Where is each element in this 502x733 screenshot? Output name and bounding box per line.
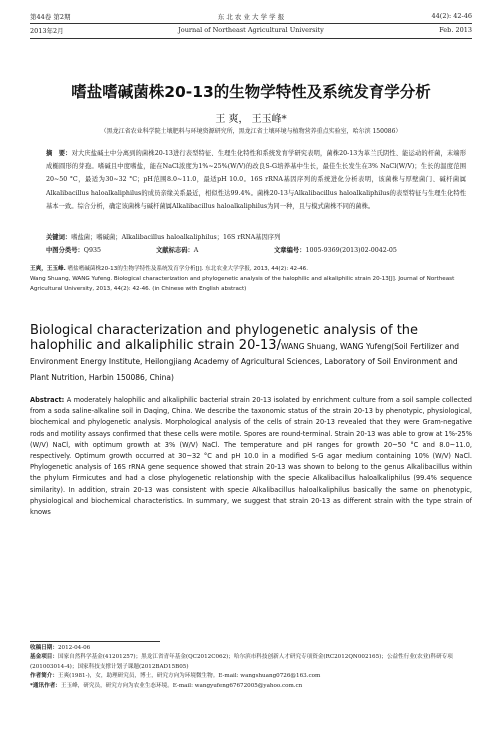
- citation-en: Wang Shuang, WANG Yufeng. Biological characterization and phylogenetic analysis of the halophilic and alkaliphilic strain 20-13[J]. Journal of Northeast Agricultural University, 2013, 44(2): 42-46. (in Chinese with English abstract): [30, 275, 455, 292]
- journal-name-cn: 东 北 农 业 大 学 学 报: [217, 13, 285, 21]
- abstract-cn: [46, 147, 466, 213]
- citation-cn: 嗜盐嗜碱菌株20-13的生物学特性及系统发育学分析[J]. 东北农业大学学报, 2013, 44(2): 42-46.: [65, 266, 309, 272]
- fund-line: [30, 653, 472, 672]
- keywords-label: 关键词：: [46, 234, 72, 241]
- fund-label: 基金项目：: [30, 654, 58, 661]
- paper-title: 嗜盐嗜碱菌株20-13的生物学特性及系统发育学分析: [71, 83, 431, 101]
- author-bio-text: 王爽(1981-)，女，助理研究员，博士，研究方向为环境微生物。E-mail: wangshuang0726@163.com: [57, 673, 321, 680]
- english-title: Biological characterization and phylogenetic analysis of the halophilic and alkaliphilic strain 20-13/: [30, 323, 419, 353]
- english-title-block: [30, 324, 472, 385]
- received-line: [30, 644, 472, 653]
- date-cn: 2013年2月: [30, 27, 64, 35]
- keywords: [46, 232, 466, 241]
- citation-block: [30, 265, 472, 294]
- footnote-rule: [30, 641, 160, 642]
- abstract-en: [30, 395, 472, 518]
- clc-label: 中图分类号：: [46, 247, 84, 254]
- citation-cn-authors: 王爽，王玉峰.: [30, 266, 66, 272]
- issue-pages: 44(2): 42-46: [431, 12, 472, 20]
- author-bio-label: 作者简介：: [30, 673, 58, 680]
- doc-code-value: A: [193, 247, 199, 254]
- doc-code-label: 文献标志码：: [156, 247, 194, 254]
- clc-value: Q935: [83, 247, 101, 254]
- abstract-cn-text: 对大庆盐碱土中分离到的菌株20-13进行表型特征、生理生化特性和系统发育学研究表明，菌株20-13为革兰氏阴性、能运动的杆菌，末端形成椭圆形的芽孢。嗜碱且中度嗜盐，能在NaCl浓度为1%~25%(W/V)的改良S-G培养基中生长，最佳生长发生在3% NaCl(W/V)；生长的温度范围20~50 °C，最适为30~32 °C；pH范围8.0~11.0，最适pH 10.0。16S rRNA基因序列的系统进化分析表明，该菌株与厚壁菌门、碱杆菌属Alkalibacillus haloalkaliphilus的成员亲缘关系最近，相似性达99.4%。菌株20-13与Alkalibacillus haloalkaliphilus的表型特征与生理生化特性基本一致。综合分析，确定该菌株与碱杆菌属Alkalibacillus haloalkaliphilus为同一种，且与模式菌株不同的菌株。: [46, 150, 466, 210]
- journal-name-en: Journal of Northeast Agricultural University: [178, 26, 324, 34]
- header-rule: [30, 23, 472, 24]
- article-no-value: 1005-9369(2013)02-0042-05: [305, 247, 397, 254]
- fund-text: 国家自然科学基金(41201257)；黑龙江省青年基金(QC2012C062)；哈尔滨市科技创新人才研究专项资金(RC2012QN002165)；公益性行业(农业)科研专项(201003014-4)；国家科技支撑计划子课题(2012BAD15B05): [30, 654, 453, 670]
- article-no-label: 文章编号：: [274, 247, 306, 254]
- footnotes: [30, 644, 472, 691]
- corresponding-line: [30, 682, 472, 691]
- date-en: Feb. 2013: [439, 26, 472, 34]
- header-rule-bottom: [30, 38, 472, 39]
- keywords-text: 嗜盐菌；嗜碱菌；Alkalibacillus haloalkaliphilus；16S rRNA基因序列: [71, 234, 281, 241]
- affiliation: （黑龙江省农业科学院土壤肥料与环境资源研究所，黑龙江省土壤环境与植物营养重点实验室，哈尔滨 150086）: [100, 128, 402, 135]
- issue-label: 第44卷 第2期: [30, 13, 71, 21]
- corresponding-text: 王玉峰，研究员，研究方向为农业生态环境。E-mail: wangyufeng67672005@yahoo.com.cn: [60, 682, 303, 689]
- author-line: 王 爽， 王玉峰*: [215, 114, 287, 125]
- classification-line: [46, 245, 466, 254]
- english-authors: WANG Shuang, WANG Yufeng: [280, 341, 392, 351]
- author-bio-line: [30, 672, 472, 681]
- abstract-en-label: Abstract:: [30, 396, 65, 404]
- abstract-cn-label: 摘 要：: [46, 150, 72, 157]
- corresponding-label: *通讯作者：: [30, 682, 61, 689]
- received-label: 收稿日期：: [30, 645, 58, 651]
- received-date: 2012-04-06: [57, 645, 91, 651]
- english-affiliation: (Soil Fertilizer and Environment Energy Institute, Heilongjiang Academy of Agricultural Sciences, Laboratory of Soil Environment and Plant Nutrition, Harbin 150086, China): [30, 341, 459, 382]
- abstract-en-text: A moderately halophilic and alkaliphilic bacterial strain 20-13 isolated by enrichment culture from a soil sample collected from a soda saline-alkaline soil in Daqing, China. We describe the taxonomic status of the strain 20-13 by phenotypic, physiological, biochemical and phylogenetic analysis. Morphological analysis of the cells of strain 20-13 revealed that they were Gram-negative rods and motility assays confirmed that these cells were motile. Spores are round-terminal. Strain 20-13 was able to grow at 1%-25% (W/V) NaCl, with optimum growth at 3% (W/V) NaCl. The temperature and pH ranges for growth 20~50 °C and 8.0~11.0, respectively. Optimum growth occurred at 30~32 °C and pH 10.0 in a modified S-G agar medium containing 10% (W/V) NaCl. Phylogenetic analysis of 16S rRNA gene sequence showed that strain 20-13 was shown to belong to the genus Alkalibacillus within the phylum Firmicutes and had a close phylogenetic relationship with the specie Alkalibacillus haloalkaliphilus (99.4% sequence similarity). In addition, strain 20-13 was consistent with specie Alkalibacillus haloalkaliphilus basically the same on phenotypic, physiological and biochemical characteristics. In summary, we suggest that strain 20-13 as different strain with the type strain of knows: [30, 396, 472, 517]
